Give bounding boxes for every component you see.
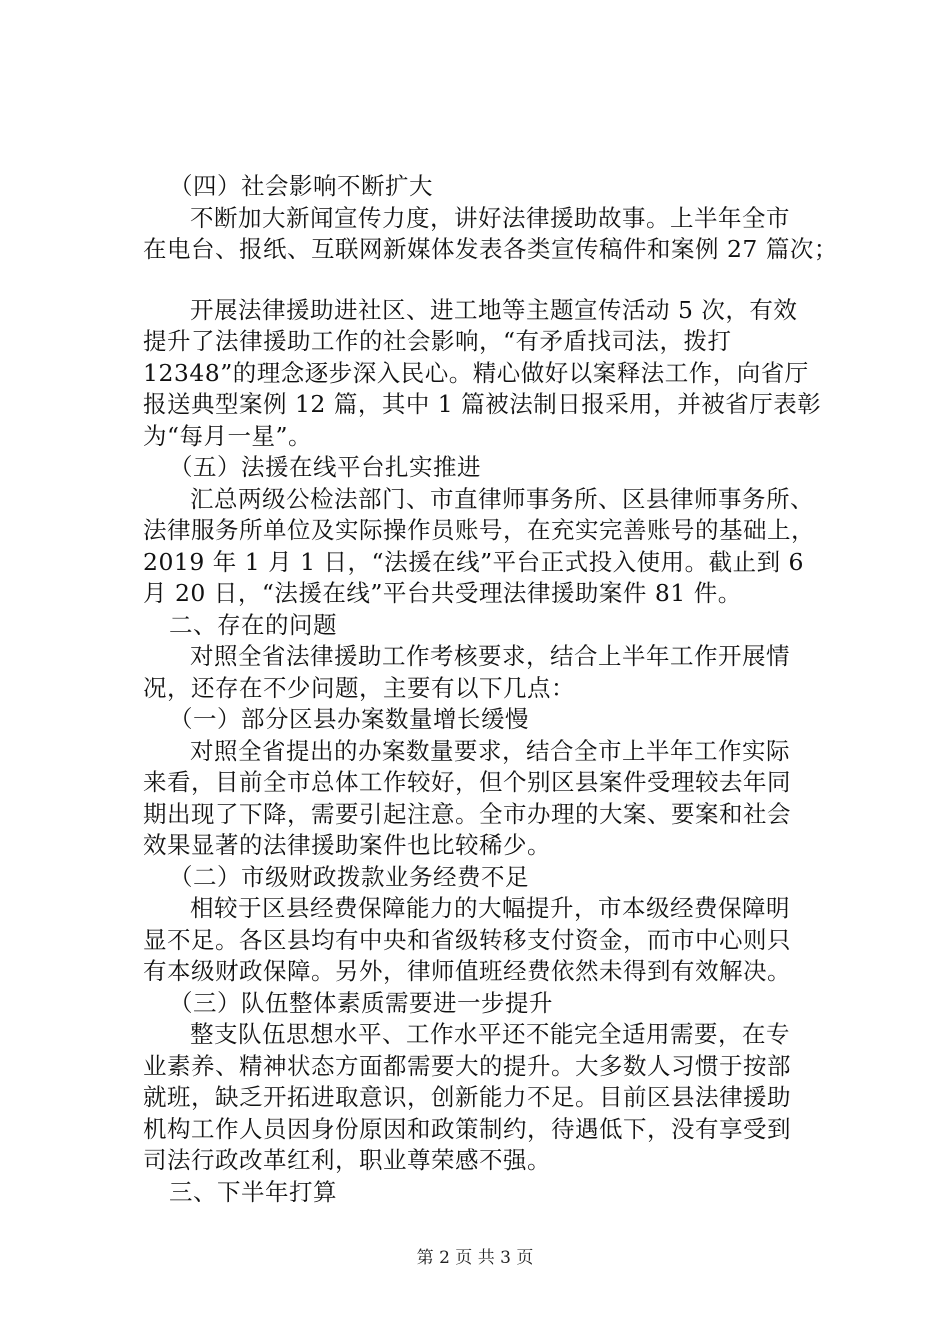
paragraph-line: 12348”的理念逐步深入民心。精心做好以案释法工作，向省厅 — [143, 358, 809, 387]
paragraph-line: 相较于区县经费保障能力的大幅提升，市本级经费保障明 — [190, 894, 790, 922]
paragraph-line: 业素养、精神状态方面都需要大的提升。大多数人习惯于按部 — [143, 1051, 791, 1080]
paragraph-line: 司法行政改革红利，职业尊荣感不强。 — [143, 1146, 551, 1174]
page-footer: 第 2 页 共 3 页 — [416, 1248, 534, 1268]
paragraph-line: 为“每月一星”。 — [143, 421, 313, 450]
paragraph-line: 法律服务所单位及实际操作员账号，在充实完善账号的基础上， — [143, 516, 815, 544]
paragraph-line: 在电台、报纸、互联网新媒体发表各类宣传稿件和案例 27 篇次； — [143, 235, 838, 263]
document-body — [143, 171, 843, 1208]
paragraph-line: 对照全省提出的办案数量要求，结合全市上半年工作实际 — [190, 736, 790, 765]
paragraph-line: 报送典型案例 12 篇，其中 1 篇被法制日报采用，并被省厅表彰 — [143, 390, 822, 418]
paragraph-line: 不断加大新闻宣传力度，讲好法律援助故事。上半年全市 — [190, 203, 790, 232]
chapter-heading-3: 三、下半年打算 — [169, 1177, 337, 1206]
paragraph-line: 有本级财政保障。另外，律师值班经费依然未得到有效解决。 — [143, 957, 791, 985]
paragraph-line: 汇总两级公检法部门、市直律师事务所、区县律师事务所、 — [190, 484, 814, 513]
section-heading-2: （二）市级财政拨款业务经费不足 — [169, 862, 529, 891]
paragraph-line: 开展法律援助进社区、进工地等主题宣传活动 5 次，有效 — [190, 295, 798, 324]
paragraph-line: 提升了法律援助工作的社会影响，“有矛盾找司法，拨打 — [143, 327, 732, 355]
section-heading-3: （三）队伍整体素质需要进一步提升 — [169, 988, 553, 1017]
paragraph-line: 况，还存在不少问题，主要有以下几点： — [143, 673, 575, 702]
paragraph-line: 整支队伍思想水平、工作水平还不能完全适用需要，在专 — [190, 1020, 790, 1048]
paragraph-line: 月 20 日，“法援在线”平台共受理法律援助案件 81 件。 — [143, 579, 742, 607]
section-heading-1: （一）部分区县办案数量增长缓慢 — [169, 705, 529, 733]
section-heading-4: （四）社会影响不断扩大 — [169, 172, 433, 200]
section-heading-5: （五）法援在线平台扎实推进 — [169, 453, 481, 481]
paragraph-line: 2019 年 1 月 1 日，“法援在线”平台正式投入使用。截止到 6 — [143, 547, 805, 576]
paragraph-line: 来看，目前全市总体工作较好，但个别区县案件受理较去年同 — [143, 768, 791, 796]
paragraph-line: 效果显著的法律援助案件也比较稀少。 — [143, 831, 551, 859]
paragraph-line: 机构工作人员因身份原因和政策制约，待遇低下，没有享受到 — [143, 1114, 791, 1143]
paragraph-line: 就班，缺乏开拓进取意识，创新能力不足。目前区县法律援助 — [143, 1083, 791, 1111]
paragraph-line: 对照全省法律援助工作考核要求，结合上半年工作开展情 — [190, 642, 790, 670]
paragraph-line: 期出现了下降，需要引起注意。全市办理的大案、要案和社会 — [143, 799, 791, 828]
chapter-heading-2: 二、存在的问题 — [169, 610, 337, 639]
paragraph-gap — [143, 266, 843, 295]
paragraph-line: 显不足。各区县均有中央和省级转移支付资金，而市中心则只 — [143, 925, 791, 954]
